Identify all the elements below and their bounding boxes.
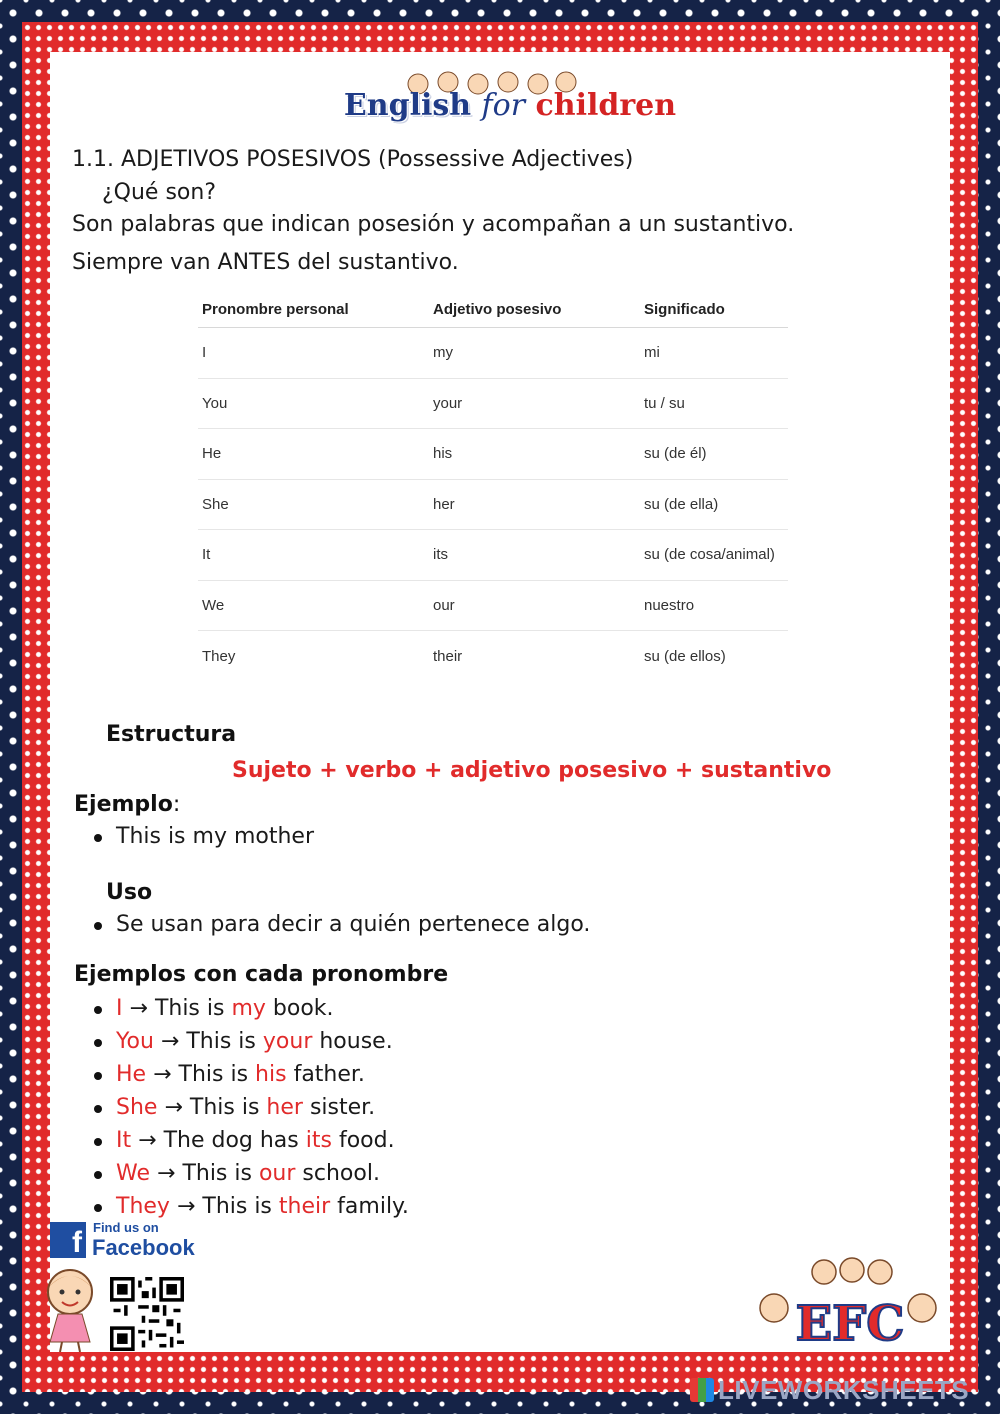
pronoun: We <box>116 1161 150 1186</box>
pronoun: She <box>116 1095 158 1120</box>
intro-paragraph-1: Son palabras que indican posesión y acompañan a un sustantivo. <box>72 212 795 237</box>
possessive-adjective: their <box>278 1194 331 1219</box>
table-cell: their <box>433 647 463 665</box>
table-cell: tu / su <box>644 394 685 412</box>
efc-logo-icon <box>754 1252 944 1352</box>
arrow-icon: → <box>138 1128 157 1153</box>
table-row <box>198 480 788 531</box>
worksheet-page <box>50 52 950 1352</box>
uso-list <box>116 912 590 937</box>
facebook-icon: f <box>50 1222 86 1258</box>
possessive-adjective: its <box>305 1128 332 1153</box>
sentence-end: sister. <box>309 1095 376 1120</box>
table-cell: his <box>433 445 453 463</box>
possessive-adjective: my <box>231 996 266 1021</box>
sentence-start: This is <box>178 1062 249 1087</box>
sentence-start: This is <box>154 996 225 1021</box>
bullet-icon <box>94 1039 102 1047</box>
table-header-cell: Significado <box>644 301 725 318</box>
table-cell: my <box>433 344 453 362</box>
uso-title: Uso <box>106 880 153 905</box>
list-item <box>116 1161 616 1194</box>
section-heading: 1.1. ADJETIVOS POSESIVOS (Possessive Adjectives) <box>72 147 634 172</box>
sentence-start: This is <box>202 1194 272 1219</box>
table-row <box>198 530 788 581</box>
table-row <box>198 379 788 430</box>
arrow-icon: → <box>153 1062 172 1087</box>
bullet-icon <box>94 1006 102 1014</box>
possessive-adjective: his <box>255 1062 287 1087</box>
facebook-find-us-label: Find us on <box>93 1220 159 1235</box>
ejemplo-colon: : <box>172 792 181 817</box>
possessive-adjective: her <box>266 1095 303 1120</box>
possessive-adjectives-table <box>198 292 788 682</box>
logo-word-english: English <box>343 88 472 123</box>
facebook-label: Facebook <box>92 1235 195 1260</box>
table-cell: We <box>202 596 225 614</box>
watermark-text: LIVEWORKSHEETS <box>718 1375 970 1405</box>
section-subheading: ¿Qué son? <box>102 180 217 205</box>
table-header-row <box>198 292 788 328</box>
table-cell: mi <box>644 344 660 362</box>
sentence-end: family. <box>337 1194 409 1219</box>
possessive-adjective: your <box>262 1029 313 1054</box>
pronoun: They <box>116 1194 170 1219</box>
table-cell: You <box>202 394 228 412</box>
ejemplo-title <box>74 792 180 817</box>
list-item <box>116 996 616 1029</box>
table-header-cell: Adjetivo posesivo <box>433 301 562 318</box>
bullet-icon <box>94 1171 102 1179</box>
bullet-icon <box>94 922 102 930</box>
table-cell: your <box>433 394 463 412</box>
bullet-icon <box>94 1105 102 1113</box>
table-row <box>198 581 788 632</box>
estructura-formula: Sujeto + verbo + adjetivo posesivo + sustantivo <box>232 758 832 783</box>
logo-word-for: for <box>481 88 526 123</box>
pronoun: You <box>116 1029 154 1054</box>
ejemplo-list <box>116 824 314 849</box>
arrow-icon: → <box>129 996 148 1021</box>
arrow-icon: → <box>176 1194 196 1219</box>
bullet-icon <box>94 834 102 842</box>
list-item <box>116 1062 616 1095</box>
arrow-icon: → <box>164 1095 183 1120</box>
table-cell: su (de cosa/animal) <box>644 546 775 564</box>
possessive-adjective: our <box>258 1161 296 1186</box>
english-for-children-logo <box>330 74 690 124</box>
liveworksheets-watermark <box>690 1375 990 1405</box>
list-item <box>116 1029 616 1062</box>
table-header-cell: Pronombre personal <box>202 301 349 318</box>
table-cell: its <box>433 546 448 564</box>
table-cell: su (de ellos) <box>644 647 726 665</box>
pronoun: It <box>116 1128 132 1153</box>
table-cell: It <box>202 546 211 564</box>
estructura-title: Estructura <box>106 722 237 747</box>
table-cell: our <box>433 596 455 614</box>
arrow-icon: → <box>157 1161 176 1186</box>
list-item <box>116 1128 616 1161</box>
sentence-end: book. <box>272 996 334 1021</box>
intro-paragraph-2: Siempre van ANTES del sustantivo. <box>72 250 459 275</box>
table-cell: su (de él) <box>644 445 707 463</box>
arrow-icon: → <box>160 1029 180 1054</box>
qr-code-icon[interactable] <box>110 1277 184 1351</box>
bullet-icon <box>94 1072 102 1080</box>
table-row <box>198 631 788 682</box>
table-row <box>198 328 788 379</box>
table-cell: su (de ella) <box>644 495 719 513</box>
ejemplos-cada-list <box>116 996 616 1227</box>
table-cell: He <box>202 445 222 463</box>
ejemplos-cada-title: Ejemplos con cada pronombre <box>74 962 449 987</box>
table-cell: They <box>202 647 236 665</box>
table-cell: her <box>433 495 455 513</box>
list-item: This is my mother <box>116 824 314 849</box>
girl-cartoon-icon <box>30 1262 110 1352</box>
efc-logo-text: EFC <box>795 1296 905 1352</box>
table-cell: I <box>202 344 207 362</box>
pronoun: I <box>116 996 123 1021</box>
facebook-badge[interactable] <box>50 1222 200 1262</box>
bullet-icon <box>94 1204 102 1212</box>
list-item: Se usan para decir a quién pertenece algo. <box>116 912 591 937</box>
sentence-end: house. <box>319 1029 393 1054</box>
sentence-end: food. <box>338 1128 395 1153</box>
list-item <box>116 1095 616 1128</box>
sentence-end: father. <box>293 1062 365 1087</box>
logo-word-children: children <box>535 88 677 123</box>
bullet-icon <box>94 1138 102 1146</box>
liveworksheets-icon <box>690 1378 714 1402</box>
table-cell: She <box>202 495 229 513</box>
sentence-start: This is <box>182 1161 252 1186</box>
sentence-start: The dog has <box>163 1128 299 1153</box>
sentence-end: school. <box>302 1161 380 1186</box>
sentence-start: This is <box>189 1095 260 1120</box>
ejemplo-title-text: Ejemplo <box>74 792 173 817</box>
table-cell: nuestro <box>644 596 695 614</box>
table-row <box>198 429 788 480</box>
pronoun: He <box>116 1062 147 1087</box>
sentence-start: This is <box>186 1029 256 1054</box>
